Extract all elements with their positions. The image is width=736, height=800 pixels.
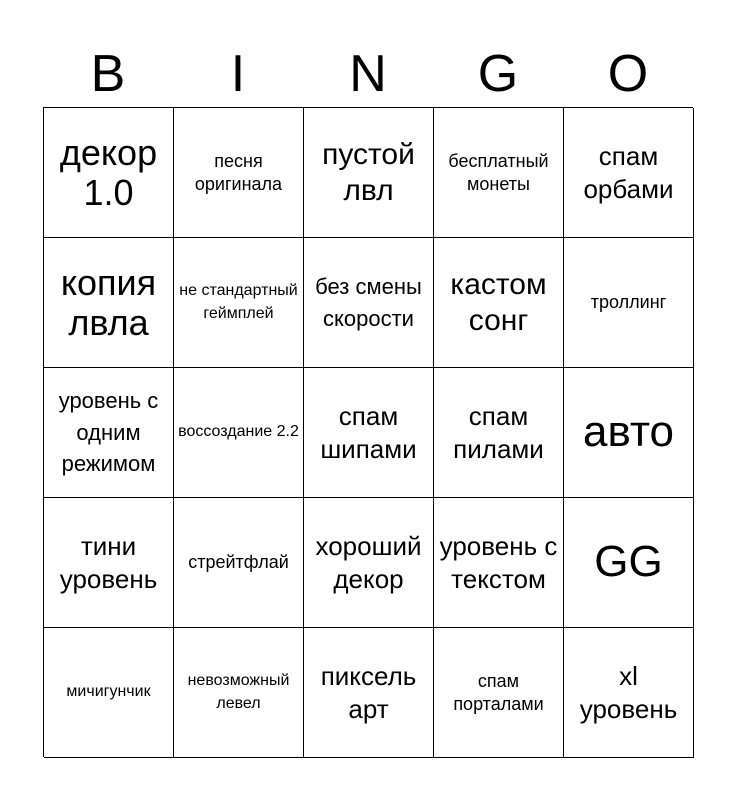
cell-text: песня оригинала: [194, 151, 283, 194]
bingo-cell[interactable]: [564, 368, 694, 498]
bingo-cell[interactable]: [174, 368, 304, 498]
header-letter-g: G: [477, 45, 519, 103]
bingo-cell[interactable]: [174, 628, 304, 758]
header-letter-o: O: [607, 45, 649, 103]
cell-text: спам пилами: [453, 401, 544, 464]
cell-text: авто: [582, 407, 674, 457]
cell-text: мичигунчик: [66, 683, 151, 701]
cell-text: xl уровень: [579, 661, 678, 724]
bingo-cell[interactable]: [564, 498, 694, 628]
bingo-cell[interactable]: [434, 108, 564, 238]
cell-text: декор 1.0: [59, 131, 158, 213]
bingo-cell[interactable]: [564, 628, 694, 758]
bingo-cell[interactable]: [304, 238, 434, 368]
cell-text: копия лвла: [60, 261, 157, 343]
cell-text: хороший декор: [315, 531, 422, 594]
bingo-cell[interactable]: [44, 628, 174, 758]
bingo-cell[interactable]: [434, 368, 564, 498]
bingo-cell[interactable]: [44, 108, 174, 238]
cell-text: не стандартный геймплей: [179, 282, 298, 322]
bingo-cell[interactable]: [434, 628, 564, 758]
cell-text: GG: [594, 537, 663, 587]
bingo-cell[interactable]: [564, 238, 694, 368]
cell-text: троллинг: [590, 292, 667, 313]
bingo-cell[interactable]: [174, 108, 304, 238]
bingo-board: [43, 107, 693, 757]
bingo-cell[interactable]: [44, 368, 174, 498]
bingo-cell[interactable]: [304, 368, 434, 498]
bingo-cell[interactable]: [44, 498, 174, 628]
bingo-cell[interactable]: [434, 238, 564, 368]
cell-text: спам шипами: [320, 401, 417, 464]
cell-text: стрейтфлай: [188, 552, 289, 573]
header-letter-n: N: [349, 45, 387, 103]
bingo-cell[interactable]: [304, 498, 434, 628]
cell-text: пустой лвл: [322, 137, 415, 207]
cell-text: тини уровень: [59, 531, 158, 594]
bingo-cell[interactable]: [564, 108, 694, 238]
header-letter-i: I: [230, 45, 246, 103]
cell-text: спам орбами: [583, 141, 674, 204]
bingo-cell[interactable]: [304, 108, 434, 238]
bingo-cell[interactable]: [434, 498, 564, 628]
bingo-header: [43, 44, 693, 104]
cell-text: кастом сонг: [450, 267, 547, 337]
cell-text: пиксель арт: [320, 661, 417, 724]
cell-text: воссоздание 2.2: [178, 423, 299, 441]
bingo-cell[interactable]: [44, 238, 174, 368]
cell-text: уровень с одним режимом: [58, 387, 159, 477]
cell-text: невозможный левел: [187, 672, 290, 712]
cell-text: без смены скорости: [315, 273, 422, 331]
bingo-cell[interactable]: [304, 628, 434, 758]
cell-text: бесплатный монеты: [448, 151, 549, 194]
header-letter-b: B: [90, 45, 126, 103]
cell-text: спам порталами: [453, 671, 544, 714]
bingo-cell[interactable]: [174, 498, 304, 628]
cell-text: уровень с текстом: [439, 531, 558, 594]
bingo-cell[interactable]: [174, 238, 304, 368]
